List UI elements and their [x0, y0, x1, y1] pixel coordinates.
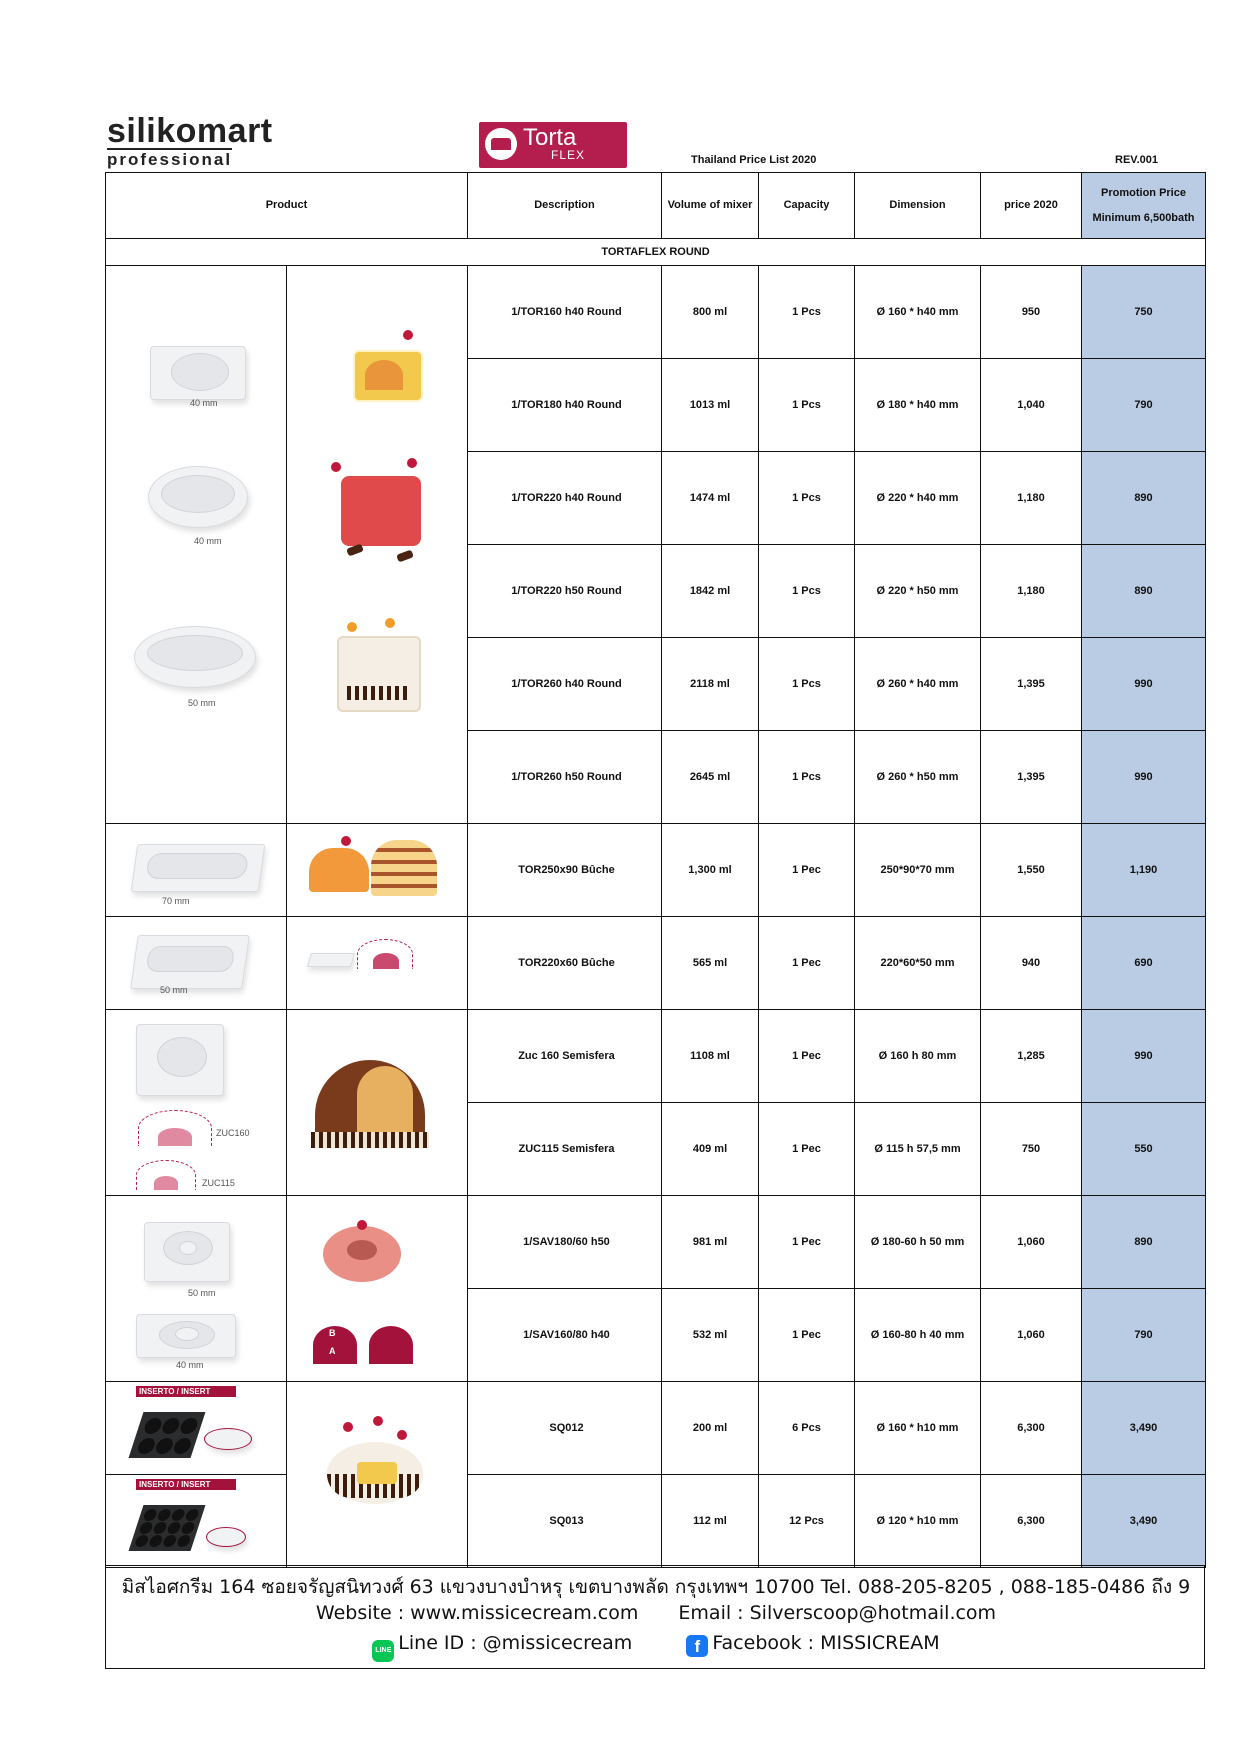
row-dimension: Ø 260 * h50 mm	[855, 731, 981, 824]
row-promo-price: 990	[1082, 638, 1206, 731]
row-price: 750	[981, 1103, 1082, 1196]
mold-dimension-label: 70 mm	[162, 896, 190, 906]
row-price: 1,395	[981, 731, 1082, 824]
row-price: 1,395	[981, 638, 1082, 731]
col-dimension: Dimension	[855, 173, 981, 239]
row-volume: 1108 ml	[662, 1010, 759, 1103]
row-promo-price: 690	[1082, 917, 1206, 1010]
insert-cake-image	[287, 1382, 468, 1568]
row-volume: 1,300 ml	[662, 824, 759, 917]
table-row	[106, 1196, 1206, 1289]
semisfera-cake-image	[287, 1010, 468, 1196]
mold-dimension-label: 50 mm	[188, 698, 216, 708]
row-description: SQ013	[468, 1475, 662, 1568]
row-price: 1,180	[981, 545, 1082, 638]
facebook-text: Facebook : MISSICREAM	[712, 1632, 940, 1654]
row-price: 940	[981, 917, 1082, 1010]
row-description: 1/SAV180/60 h50	[468, 1196, 662, 1289]
row-dimension: Ø 260 * h40 mm	[855, 638, 981, 731]
insert-banner: INSERTO / INSERT	[136, 1386, 236, 1397]
line-icon: LINE	[372, 1640, 394, 1662]
mold-buche-250	[131, 844, 266, 892]
row-price: 1,550	[981, 824, 1082, 917]
website-link[interactable]: Website : www.missicecream.com	[315, 1602, 639, 1624]
buche-cake-image	[287, 824, 468, 917]
row-promo-price: 1,190	[1082, 824, 1206, 917]
mold-dimension-label: 50 mm	[160, 985, 188, 995]
cake-white-photo	[337, 636, 421, 712]
col-price: price 2020	[981, 173, 1082, 239]
web-email-line	[106, 1602, 1206, 1624]
row-capacity: 1 Pec	[759, 1289, 855, 1382]
shop-address: มิสไอศกรีม 164 ซอยจรัญสนิทวงศ์ 63 แขวงบางบำหรุ เขตบางพลัด กรุงเทพฯ 10700 Tel. 088-205-8205 , 088-185-0486 ถึง 9	[121, 1576, 1191, 1598]
round-cakes-image	[287, 266, 468, 824]
mold-square-round-hole	[150, 346, 246, 400]
line-contact[interactable]	[372, 1632, 632, 1654]
savarin-cake-image	[287, 1196, 468, 1382]
cake-slice-icon	[485, 128, 517, 160]
insert-tray-sq013-image	[106, 1475, 287, 1568]
row-promo-price: 890	[1082, 452, 1206, 545]
table-row	[106, 1475, 1206, 1568]
row-dimension: 250*90*70 mm	[855, 824, 981, 917]
social-line	[106, 1632, 1206, 1662]
row-dimension: Ø 115 h 57,5 mm	[855, 1103, 981, 1196]
promo-header-line2: Minimum 6,500bath	[1092, 211, 1195, 224]
silikomart-logo	[107, 114, 367, 170]
silikomart-subline: professional	[107, 150, 233, 169]
table-row	[106, 1010, 1206, 1103]
table-row	[106, 1382, 1206, 1475]
row-volume: 2645 ml	[662, 731, 759, 824]
diagram-label: ZUC115	[202, 1178, 235, 1188]
row-promo-price: 3,490	[1082, 1475, 1206, 1568]
row-capacity: 1 Pcs	[759, 545, 855, 638]
row-description: 1/TOR220 h40 Round	[468, 452, 662, 545]
row-capacity: 12 Pcs	[759, 1475, 855, 1568]
mold-round-50	[134, 626, 256, 688]
mold-savarin-180	[144, 1222, 230, 1282]
row-price: 1,180	[981, 452, 1082, 545]
row-description: SQ012	[468, 1382, 662, 1475]
row-description: 1/SAV160/80 h40	[468, 1289, 662, 1382]
silikomart-wordmark: silikomart	[107, 112, 273, 150]
row-volume: 112 ml	[662, 1475, 759, 1568]
row-price: 6,300	[981, 1475, 1082, 1568]
row-capacity: 1 Pcs	[759, 731, 855, 824]
row-capacity: 1 Pec	[759, 917, 855, 1010]
row-price: 950	[981, 266, 1082, 359]
tortaflex-logo	[479, 122, 627, 168]
row-promo-price: 750	[1082, 266, 1206, 359]
row-capacity: 1 Pec	[759, 1010, 855, 1103]
row-promo-price: 550	[1082, 1103, 1206, 1196]
email-link[interactable]: Email : Silverscoop@hotmail.com	[678, 1602, 997, 1624]
row-price: 1,040	[981, 359, 1082, 452]
mold-semisfera	[136, 1024, 224, 1096]
diagram-label: A	[329, 1346, 336, 1356]
buche-small-mold-image	[106, 917, 287, 1010]
row-description: 1/TOR220 h50 Round	[468, 545, 662, 638]
row-dimension: Ø 220 * h40 mm	[855, 452, 981, 545]
row-promo-price: 790	[1082, 1289, 1206, 1382]
insert-banner: INSERTO / INSERT	[136, 1479, 236, 1490]
row-capacity: 1 Pcs	[759, 266, 855, 359]
promo-header-line1: Promotion Price	[1101, 186, 1186, 199]
row-description: 1/TOR260 h50 Round	[468, 731, 662, 824]
row-capacity: 1 Pec	[759, 1196, 855, 1289]
row-dimension: Ø 160-80 h 40 mm	[855, 1289, 981, 1382]
mold-savarin-160	[136, 1314, 236, 1358]
buche-small-diagram	[287, 917, 468, 1010]
document-title: Thailand Price List 2020	[691, 154, 817, 166]
price-table	[105, 172, 1206, 1568]
cake-red-photo	[341, 476, 421, 546]
round-molds-image	[106, 266, 287, 824]
tortaflex-subline: FLEX	[551, 148, 586, 162]
row-dimension: Ø 160 * h10 mm	[855, 1382, 981, 1475]
silicone-tray-6	[129, 1412, 206, 1458]
col-product: Product	[106, 173, 468, 239]
silicone-tray-12	[129, 1505, 206, 1551]
col-promotion	[1082, 173, 1206, 239]
mold-buche-220	[130, 935, 250, 989]
section-title: TORTAFLEX ROUND	[106, 239, 1206, 266]
row-description: 1/TOR180 h40 Round	[468, 359, 662, 452]
row-volume: 2118 ml	[662, 638, 759, 731]
col-capacity: Capacity	[759, 173, 855, 239]
row-promo-price: 990	[1082, 731, 1206, 824]
row-description: ZUC115 Semisfera	[468, 1103, 662, 1196]
table-row	[106, 266, 1206, 359]
facebook-contact[interactable]	[686, 1632, 939, 1654]
table-header-row	[106, 173, 1206, 239]
row-price: 1,060	[981, 1196, 1082, 1289]
semisfera-mold-image	[106, 1010, 287, 1196]
row-volume: 1842 ml	[662, 545, 759, 638]
row-volume: 1013 ml	[662, 359, 759, 452]
row-capacity: 1 Pec	[759, 824, 855, 917]
row-description: TOR220x60 Bûche	[468, 917, 662, 1010]
row-description: Zuc 160 Semisfera	[468, 1010, 662, 1103]
row-dimension: Ø 160 * h40 mm	[855, 266, 981, 359]
row-description: TOR250x90 Bûche	[468, 824, 662, 917]
row-price: 6,300	[981, 1382, 1082, 1475]
mold-dimension-label: 40 mm	[190, 398, 218, 408]
tortaflex-wordmark: Torta	[523, 124, 577, 151]
row-capacity: 1 Pec	[759, 1103, 855, 1196]
row-dimension: Ø 180-60 h 50 mm	[855, 1196, 981, 1289]
row-dimension: Ø 120 * h10 mm	[855, 1475, 981, 1568]
row-volume: 200 ml	[662, 1382, 759, 1475]
diagram-label: B	[329, 1328, 336, 1338]
row-dimension: Ø 180 * h40 mm	[855, 359, 981, 452]
mold-dimension-label: 50 mm	[188, 1288, 216, 1298]
row-volume: 565 ml	[662, 917, 759, 1010]
row-promo-price: 3,490	[1082, 1382, 1206, 1475]
diagram-label: ZUC160	[216, 1128, 250, 1138]
mold-outline	[307, 953, 355, 967]
row-capacity: 1 Pcs	[759, 359, 855, 452]
section-row	[106, 239, 1206, 266]
row-price: 1,060	[981, 1289, 1082, 1382]
row-capacity: 6 Pcs	[759, 1382, 855, 1475]
row-promo-price: 890	[1082, 545, 1206, 638]
row-volume: 800 ml	[662, 266, 759, 359]
table-row	[106, 917, 1206, 1010]
row-volume: 532 ml	[662, 1289, 759, 1382]
row-promo-price: 890	[1082, 1196, 1206, 1289]
facebook-icon: f	[686, 1635, 708, 1657]
row-dimension: Ø 220 * h50 mm	[855, 545, 981, 638]
revision-label: REV.001	[1115, 154, 1159, 166]
row-dimension: Ø 160 h 80 mm	[855, 1010, 981, 1103]
buche-mold-image	[106, 824, 287, 917]
table-row	[106, 824, 1206, 917]
col-description: Description	[468, 173, 662, 239]
row-promo-price: 790	[1082, 359, 1206, 452]
line-id-text: Line ID : @missicecream	[398, 1632, 633, 1654]
insert-tray-sq012-image	[106, 1382, 287, 1475]
col-volume: Volume of mixer	[662, 173, 759, 239]
page-header	[105, 110, 1205, 172]
savarin-mold-image	[106, 1196, 287, 1382]
row-volume: 409 ml	[662, 1103, 759, 1196]
insert-disc	[204, 1428, 252, 1450]
row-volume: 981 ml	[662, 1196, 759, 1289]
insert-disc	[206, 1527, 246, 1547]
contact-footer	[105, 1565, 1205, 1669]
mold-dimension-label: 40 mm	[176, 1360, 204, 1370]
row-volume: 1474 ml	[662, 452, 759, 545]
row-promo-price: 990	[1082, 1010, 1206, 1103]
arch-fill	[373, 953, 399, 969]
cake-buche-photo	[309, 848, 369, 892]
mold-round-40	[148, 466, 248, 528]
row-dimension: 220*60*50 mm	[855, 917, 981, 1010]
row-description: 1/TOR260 h40 Round	[468, 638, 662, 731]
row-description: 1/TOR160 h40 Round	[468, 266, 662, 359]
row-price: 1,285	[981, 1010, 1082, 1103]
mold-dimension-label: 40 mm	[194, 536, 222, 546]
row-capacity: 1 Pcs	[759, 638, 855, 731]
row-capacity: 1 Pcs	[759, 452, 855, 545]
